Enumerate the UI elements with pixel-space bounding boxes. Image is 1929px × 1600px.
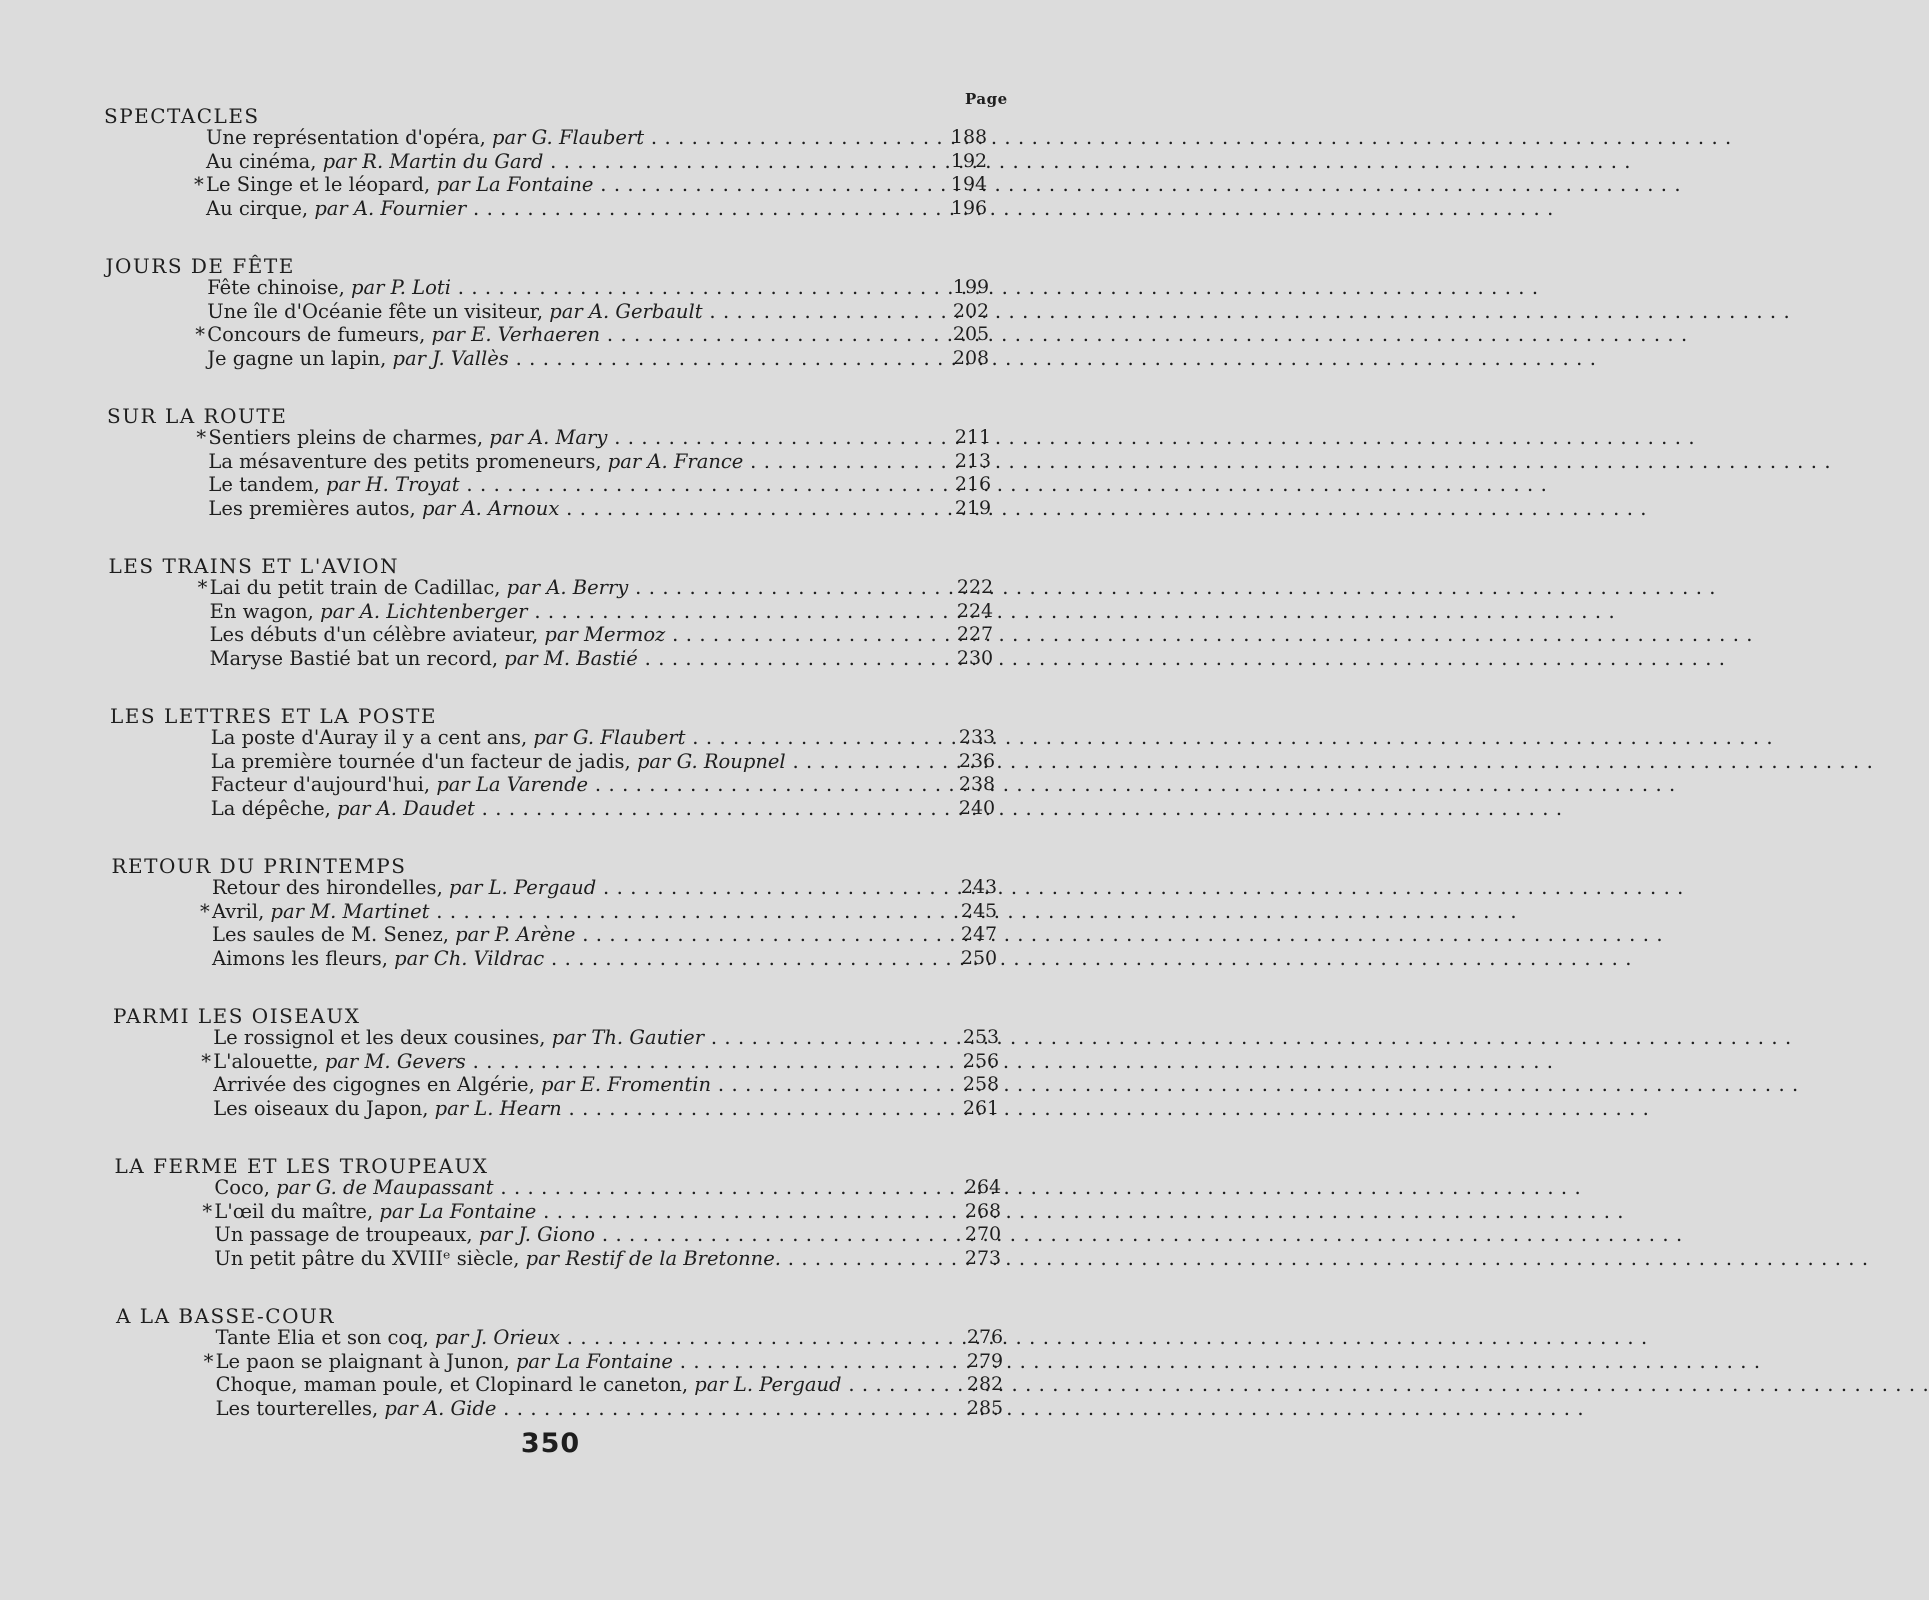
page-number: 276 bbox=[966, 1326, 1004, 1348]
par-word: par bbox=[636, 749, 671, 773]
par-word: par bbox=[515, 1349, 550, 1373]
toc-entry bbox=[0, 600, 1101, 624]
section-heading: LES TRAINS ET L'AVION bbox=[108, 554, 400, 578]
toc-entry bbox=[0, 1247, 1101, 1271]
entry-text bbox=[214, 1247, 914, 1270]
page-number: 270 bbox=[964, 1223, 1002, 1245]
entry-list bbox=[0, 126, 1101, 220]
page-number: 224 bbox=[956, 599, 994, 622]
page-number: 261 bbox=[962, 1096, 1000, 1119]
toc-section bbox=[0, 700, 1101, 850]
toc-entry bbox=[0, 173, 1101, 197]
par-word: par bbox=[324, 1049, 359, 1073]
entry-author: A. France bbox=[647, 449, 744, 473]
par-word: par bbox=[434, 1096, 469, 1120]
par-word: par bbox=[504, 646, 538, 670]
entry-title: La dépêche, bbox=[210, 796, 331, 820]
entry-text bbox=[194, 173, 906, 196]
par-word: par bbox=[549, 299, 583, 323]
section-heading: LA FERME ET LES TROUPEAUX bbox=[114, 1154, 489, 1178]
toc-entry bbox=[0, 797, 1101, 821]
entry-title: La mésaventure des petits promeneurs, bbox=[208, 449, 602, 473]
section-heading: PARMI LES OISEAUX bbox=[113, 1004, 361, 1028]
par-word: par bbox=[540, 1073, 575, 1096]
asterisk-mark: * bbox=[195, 323, 205, 346]
toc-entry bbox=[0, 323, 1101, 347]
entry-text bbox=[211, 797, 911, 820]
par-word: par bbox=[337, 796, 371, 820]
par-word: par bbox=[525, 1246, 560, 1270]
page-number: 245 bbox=[960, 899, 998, 922]
entry-author: A. Berry bbox=[546, 576, 629, 599]
page-column-label: Page bbox=[965, 90, 1008, 108]
entry-text bbox=[210, 647, 910, 670]
entry-text bbox=[210, 600, 910, 623]
par-word: par bbox=[489, 426, 523, 449]
entry-text bbox=[200, 899, 912, 923]
page-number: 256 bbox=[962, 1049, 1000, 1072]
entry-title: Le rossignol et les deux cousines, bbox=[213, 1026, 546, 1049]
entry-title: Au cirque, bbox=[206, 196, 309, 220]
page-number: 230 bbox=[956, 646, 994, 669]
entry-title: Choque, maman poule, et Clopinard le caneton, bbox=[215, 1373, 689, 1396]
page-number: 188 bbox=[950, 126, 988, 148]
entry-list bbox=[0, 576, 1101, 670]
entry-title: Un petit pâtre du XVIIIᵉ siècle, bbox=[214, 1246, 520, 1270]
entry-text bbox=[207, 300, 907, 323]
entry-text bbox=[211, 750, 911, 773]
toc-section bbox=[0, 1000, 1101, 1150]
entry-author: Restif de la Bretonne. bbox=[565, 1246, 781, 1270]
par-word: par bbox=[384, 1396, 418, 1420]
toc-entry bbox=[0, 947, 1101, 971]
toc-entry bbox=[0, 473, 1101, 497]
par-word: par bbox=[270, 899, 304, 923]
entry-text bbox=[212, 947, 912, 970]
toc-entry bbox=[0, 1200, 1101, 1224]
toc-entry bbox=[0, 900, 1101, 924]
page-number: 227 bbox=[956, 623, 994, 645]
par-word: par bbox=[448, 876, 483, 899]
entry-author: P. Loti bbox=[390, 276, 451, 299]
entry-author: P. Arène bbox=[494, 923, 576, 946]
toc-section bbox=[0, 100, 1101, 250]
entry-author: E. Fromentin bbox=[580, 1073, 712, 1096]
entry-title: Concours de fumeurs, bbox=[207, 323, 426, 346]
toc-entry bbox=[0, 497, 1101, 521]
toc-entry bbox=[0, 1350, 1101, 1374]
entry-text bbox=[212, 923, 912, 946]
entry-author: M. Bastié bbox=[543, 646, 638, 670]
toc-entry bbox=[0, 623, 1101, 647]
toc-entry bbox=[0, 450, 1101, 474]
toc-entry bbox=[0, 576, 1101, 600]
page-number: 258 bbox=[962, 1073, 1000, 1095]
entry-text bbox=[206, 197, 906, 220]
asterisk-mark: * bbox=[194, 173, 204, 196]
entry-title: Le Singe et le léopard, bbox=[206, 173, 431, 196]
page-number: 282 bbox=[966, 1373, 1004, 1395]
par-word: par bbox=[322, 149, 357, 173]
asterisk-mark: * bbox=[201, 1049, 211, 1073]
entry-title: Avril, bbox=[212, 899, 265, 923]
entry-text bbox=[196, 426, 908, 449]
entry-text bbox=[202, 1199, 914, 1223]
entry-title: Le tandem, bbox=[208, 473, 320, 496]
entry-title: Lai du petit train de Cadillac, bbox=[209, 576, 501, 599]
par-word: par bbox=[436, 173, 470, 196]
entry-text bbox=[206, 150, 906, 173]
folio: 350 bbox=[520, 1428, 581, 1459]
par-word: par bbox=[551, 1026, 586, 1049]
entry-text bbox=[211, 726, 911, 749]
entry-list bbox=[0, 726, 1101, 820]
toc-entry bbox=[0, 773, 1101, 797]
entry-title: Coco, bbox=[214, 1176, 270, 1199]
entry-title: La poste d'Auray il y a cent ans, bbox=[210, 726, 528, 749]
toc-entry bbox=[0, 647, 1101, 671]
entry-text bbox=[195, 323, 907, 346]
section-heading: SPECTACLES bbox=[104, 104, 260, 128]
entry-author: J. Orieux bbox=[474, 1326, 560, 1349]
asterisk-mark: * bbox=[200, 899, 210, 923]
entry-text bbox=[213, 1097, 913, 1120]
entry-text bbox=[213, 1026, 913, 1049]
entry-text bbox=[208, 497, 908, 520]
toc-section bbox=[0, 1150, 1101, 1300]
page-number: 192 bbox=[950, 149, 988, 172]
page-number: 202 bbox=[952, 299, 990, 322]
toc-entry bbox=[0, 1326, 1101, 1350]
par-word: par bbox=[436, 773, 470, 796]
page-number: 285 bbox=[966, 1396, 1004, 1419]
entry-list bbox=[0, 426, 1101, 520]
par-word: par bbox=[421, 496, 456, 520]
entry-text bbox=[212, 876, 912, 899]
page-number: 194 bbox=[950, 173, 988, 195]
entry-text bbox=[208, 450, 908, 473]
par-word: par bbox=[435, 1326, 469, 1349]
entry-author: L. Hearn bbox=[474, 1096, 562, 1120]
entry-title: Retour des hirondelles, bbox=[212, 876, 443, 899]
page-number: 253 bbox=[962, 1026, 1000, 1048]
toc-section bbox=[0, 550, 1101, 700]
toc-sections bbox=[0, 100, 1101, 1450]
asterisk-mark: * bbox=[203, 1349, 214, 1373]
page-number: 243 bbox=[960, 876, 998, 898]
entry-title: Le paon se plaignant à Junon, bbox=[215, 1349, 510, 1373]
par-word: par bbox=[276, 1176, 310, 1199]
entry-text bbox=[206, 126, 906, 149]
entry-author: La Varende bbox=[475, 773, 589, 796]
entry-author: G. Flaubert bbox=[531, 126, 645, 149]
toc-entry bbox=[0, 726, 1101, 750]
entry-list bbox=[0, 1326, 1101, 1420]
toc-section bbox=[0, 400, 1101, 550]
entry-text bbox=[213, 1073, 913, 1096]
toc-entry bbox=[0, 1073, 1101, 1097]
entry-title: Arrivée des cigognes en Algérie, bbox=[213, 1073, 535, 1096]
entry-title: Aimons les fleurs, bbox=[212, 946, 388, 970]
entry-text bbox=[207, 276, 907, 299]
entry-author: M. Gevers bbox=[364, 1049, 466, 1073]
toc-entry bbox=[0, 426, 1101, 450]
entry-author: G. de Maupassant bbox=[315, 1176, 494, 1199]
entry-text bbox=[210, 623, 910, 646]
par-word: par bbox=[314, 196, 348, 220]
section-heading: A LA BASSE-COUR bbox=[116, 1304, 335, 1328]
par-word: par bbox=[506, 576, 541, 599]
toc-entry bbox=[0, 923, 1101, 947]
page-number: 205 bbox=[952, 323, 990, 345]
par-word: par bbox=[694, 1373, 728, 1396]
entry-author: A. Gide bbox=[424, 1396, 497, 1420]
toc-entry bbox=[0, 197, 1101, 221]
entry-text bbox=[216, 1326, 916, 1349]
entry-author: A. Daudet bbox=[376, 796, 475, 820]
page-number: 236 bbox=[958, 749, 996, 772]
toc-section bbox=[0, 250, 1101, 400]
entry-title: Une représentation d'opéra, bbox=[206, 126, 486, 149]
entry-list bbox=[0, 1026, 1101, 1120]
toc-entry bbox=[0, 1026, 1101, 1050]
entry-author: La Fontaine bbox=[476, 173, 594, 196]
entry-author: A. Fournier bbox=[353, 196, 467, 220]
page-number: 233 bbox=[958, 726, 996, 748]
par-word: par bbox=[533, 726, 567, 749]
section-heading: LES LETTRES ET LA POSTE bbox=[110, 704, 437, 728]
toc-section bbox=[0, 850, 1101, 1000]
entry-list bbox=[0, 876, 1101, 970]
entry-author: J. Vallès bbox=[432, 346, 509, 370]
entry-title: Les oiseaux du Japon, bbox=[213, 1096, 429, 1120]
entry-author: Th. Gautier bbox=[591, 1026, 705, 1049]
entry-text bbox=[197, 576, 910, 599]
page-number: 216 bbox=[954, 473, 992, 495]
page-number: 196 bbox=[950, 196, 988, 219]
entry-author: La Fontaine bbox=[419, 1199, 537, 1223]
entry-title: L'alouette, bbox=[213, 1049, 319, 1073]
entry-author: Ch. Vildrac bbox=[433, 946, 545, 970]
toc-entry bbox=[0, 1097, 1101, 1121]
page-number: 219 bbox=[954, 496, 992, 519]
entry-text bbox=[211, 773, 911, 796]
section-heading: JOURS DE FÊTE bbox=[105, 254, 295, 278]
page-number: 211 bbox=[954, 426, 992, 448]
entry-list bbox=[0, 276, 1101, 370]
toc-entry bbox=[0, 276, 1101, 300]
entry-author: A. Gerbault bbox=[588, 299, 703, 323]
entry-author: A. Lichtenberger bbox=[359, 599, 528, 623]
par-word: par bbox=[326, 473, 360, 496]
entry-author: A. Arnoux bbox=[461, 496, 560, 520]
entry-author: G. Roupnel bbox=[676, 749, 786, 773]
entry-title: L'œil du maître, bbox=[214, 1199, 374, 1223]
par-word: par bbox=[607, 449, 642, 473]
entry-text bbox=[216, 1373, 916, 1396]
entry-author: L. Pergaud bbox=[733, 1373, 842, 1396]
par-word: par bbox=[431, 323, 465, 346]
entry-title: Je gagne un lapin, bbox=[207, 346, 387, 370]
entry-author: La Fontaine bbox=[555, 1349, 673, 1373]
entry-title: Les tourterelles, bbox=[215, 1396, 379, 1420]
toc-entry bbox=[0, 347, 1101, 371]
entry-text bbox=[208, 473, 908, 496]
entry-text bbox=[214, 1176, 914, 1199]
toc-entry bbox=[0, 126, 1101, 150]
page-number: 250 bbox=[960, 946, 998, 969]
toc-entry bbox=[0, 1176, 1101, 1200]
par-word: par bbox=[350, 276, 385, 299]
page-number: 199 bbox=[952, 276, 990, 298]
par-word: par bbox=[478, 1223, 513, 1246]
entry-text bbox=[207, 347, 907, 370]
toc-entry bbox=[0, 1223, 1101, 1247]
entry-title: Les débuts d'un célèbre aviateur, bbox=[209, 623, 539, 646]
page-number: 268 bbox=[964, 1199, 1002, 1222]
page-number: 247 bbox=[960, 923, 998, 945]
entry-title: La première tournée d'un facteur de jadis, bbox=[210, 749, 631, 773]
page-number: 279 bbox=[966, 1349, 1004, 1372]
entry-author: A. Mary bbox=[528, 426, 608, 449]
entry-author: J. Giono bbox=[518, 1223, 596, 1246]
page-number: 208 bbox=[952, 346, 990, 369]
entry-title: Fête chinoise, bbox=[207, 276, 345, 299]
entry-title: En wagon, bbox=[209, 599, 314, 623]
entry-author: M. Martinet bbox=[310, 899, 430, 923]
toc-entry bbox=[0, 150, 1101, 174]
page-number: 273 bbox=[964, 1246, 1002, 1269]
entry-author: Mermoz bbox=[584, 623, 666, 646]
page-number: 238 bbox=[958, 773, 996, 795]
toc-entry bbox=[0, 750, 1101, 774]
entry-title: Facteur d'aujourd'hui, bbox=[210, 773, 431, 796]
entry-author: H. Troyat bbox=[365, 473, 460, 496]
entry-text bbox=[203, 1349, 916, 1373]
page-number: 213 bbox=[954, 449, 992, 472]
entry-author: L. Pergaud bbox=[488, 876, 597, 899]
page-number: 240 bbox=[958, 796, 996, 819]
par-word: par bbox=[320, 599, 354, 623]
toc-entry bbox=[0, 1397, 1101, 1421]
asterisk-mark: * bbox=[196, 426, 207, 449]
asterisk-mark: * bbox=[197, 576, 208, 599]
entry-title: Maryse Bastié bat un record, bbox=[209, 646, 499, 670]
entry-list bbox=[0, 1176, 1101, 1270]
par-word: par bbox=[455, 923, 489, 946]
entry-title: Sentiers pleins de charmes, bbox=[208, 426, 484, 449]
asterisk-mark: * bbox=[202, 1199, 213, 1223]
par-word: par bbox=[544, 623, 578, 646]
entry-text bbox=[214, 1223, 914, 1246]
toc-entry bbox=[0, 300, 1101, 324]
entry-title: Un passage de troupeaux, bbox=[214, 1223, 473, 1246]
entry-title: Tante Elia et son coq, bbox=[215, 1326, 429, 1349]
par-word: par bbox=[392, 346, 426, 370]
page-number: 222 bbox=[956, 576, 994, 598]
entry-title: Les premières autos, bbox=[208, 496, 416, 520]
toc-entry bbox=[0, 1373, 1101, 1397]
entry-author: R. Martin du Gard bbox=[362, 149, 544, 173]
toc-entry bbox=[0, 1050, 1101, 1074]
entry-author: E. Verhaeren bbox=[471, 323, 601, 346]
par-word: par bbox=[492, 126, 526, 149]
entry-text bbox=[201, 1049, 913, 1073]
page-number: 264 bbox=[964, 1176, 1002, 1198]
par-word: par bbox=[394, 946, 428, 970]
section-heading: RETOUR DU PRINTEMPS bbox=[111, 854, 407, 878]
entry-title: Les saules de M. Senez, bbox=[212, 923, 449, 946]
entry-title: Au cinéma, bbox=[206, 149, 317, 173]
section-heading: SUR LA ROUTE bbox=[107, 404, 288, 428]
entry-title: Une île d'Océanie fête un visiteur, bbox=[207, 299, 544, 323]
par-word: par bbox=[379, 1199, 413, 1223]
entry-author: G. Flaubert bbox=[573, 726, 686, 749]
entry-text bbox=[216, 1397, 916, 1420]
toc-entry bbox=[0, 876, 1101, 900]
